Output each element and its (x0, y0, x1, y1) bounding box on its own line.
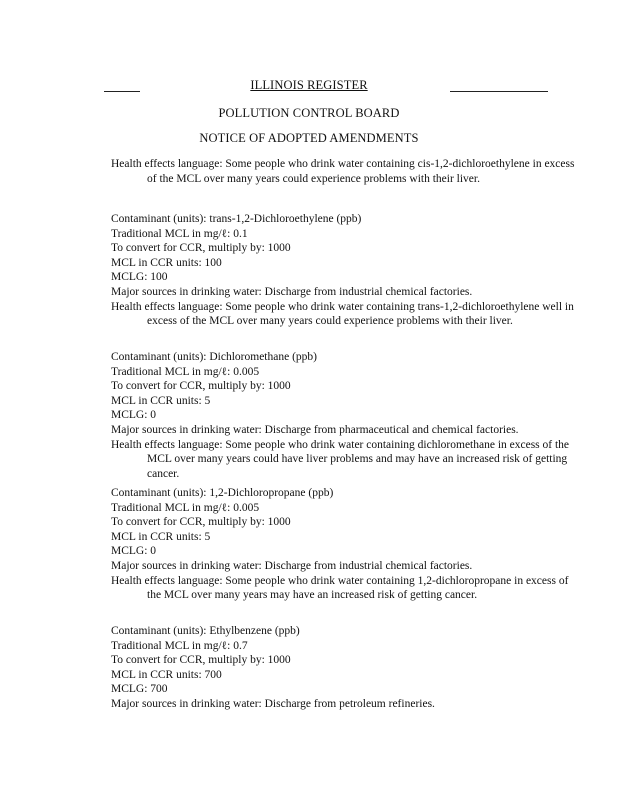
traditional-mcl-line: Traditional MCL in mg/ℓ: 0.1 (111, 227, 248, 240)
mcl-ccr-line: MCL in CCR units: 100 (111, 256, 222, 269)
health-effects-text: Health effects language: Some people who drink water containing trans-1,2-dichloroethylene well in excess of the MCL over many years could experience problems with their liver. (111, 300, 574, 328)
convert-line: To convert for CCR, multiply by: 1000 (111, 654, 291, 667)
contaminant-line: Contaminant (units): Ethylbenzene (ppb) (111, 625, 300, 637)
traditional-mcl-line: Traditional MCL in mg/ℓ: 0.7 (111, 639, 248, 652)
mcl-ccr-line: MCL in CCR units: 5 (111, 530, 211, 543)
health-effects-text: Health effects language: Some people who drink water containing cis-1,2-dichloroethylene in excess of the MCL over many years could experience problems with their liver. (111, 158, 575, 185)
contaminant-block-trans-dichloroethylene (111, 212, 581, 329)
contaminant-block-dichloromethane (111, 350, 581, 481)
convert-line: To convert for CCR, multiply by: 1000 (111, 242, 291, 255)
health-effects-text: Health effects language: Some people who drink water containing dichloromethane in excess of the MCL over many years could have liver problems and may have an increased risk of getting cancer. (111, 438, 570, 480)
notice-title: NOTICE OF ADOPTED AMENDMENTS (199, 131, 419, 145)
mcl-ccr-line: MCL in CCR units: 700 (111, 668, 222, 681)
header-rule-right (450, 91, 548, 92)
contaminant-block-dichloropropane (111, 486, 581, 603)
major-sources-line: Major sources in drinking water: Discharge from industrial chemical factories. (111, 559, 473, 572)
convert-line: To convert for CCR, multiply by: 1000 (111, 516, 291, 529)
register-title: ILLINOIS REGISTER (250, 78, 368, 92)
health-effects-text: Health effects language: Some people who drink water containing 1,2-dichloropropane in excess of the MCL over many years may have an increased risk of getting cancer. (111, 574, 569, 602)
major-sources-line: Major sources in drinking water: Discharge from petroleum refineries. (111, 697, 435, 710)
intro-block (111, 157, 581, 186)
convert-line: To convert for CCR, multiply by: 1000 (111, 380, 291, 393)
header-rule-left (104, 91, 140, 92)
major-sources-line: Major sources in drinking water: Discharge from industrial chemical factories. (111, 285, 473, 298)
mclg-line: MCLG: 0 (111, 409, 157, 422)
mclg-line: MCLG: 100 (111, 271, 168, 284)
contaminant-line: Contaminant (units): trans-1,2-Dichloroethylene (ppb) (111, 213, 362, 225)
board-title: POLLUTION CONTROL BOARD (218, 106, 400, 120)
major-sources-line: Major sources in drinking water: Discharge from pharmaceutical and chemical factories. (111, 423, 519, 436)
mclg-line: MCLG: 700 (111, 683, 168, 696)
mcl-ccr-line: MCL in CCR units: 5 (111, 394, 211, 407)
contaminant-line: Contaminant (units): 1,2-Dichloropropane (ppb) (111, 487, 334, 499)
traditional-mcl-line: Traditional MCL in mg/ℓ: 0.005 (111, 365, 260, 378)
contaminant-line: Contaminant (units): Dichloromethane (ppb) (111, 351, 317, 363)
mclg-line: MCLG: 0 (111, 545, 157, 558)
traditional-mcl-line: Traditional MCL in mg/ℓ: 0.005 (111, 501, 260, 514)
contaminant-block-ethylbenzene (111, 624, 581, 712)
